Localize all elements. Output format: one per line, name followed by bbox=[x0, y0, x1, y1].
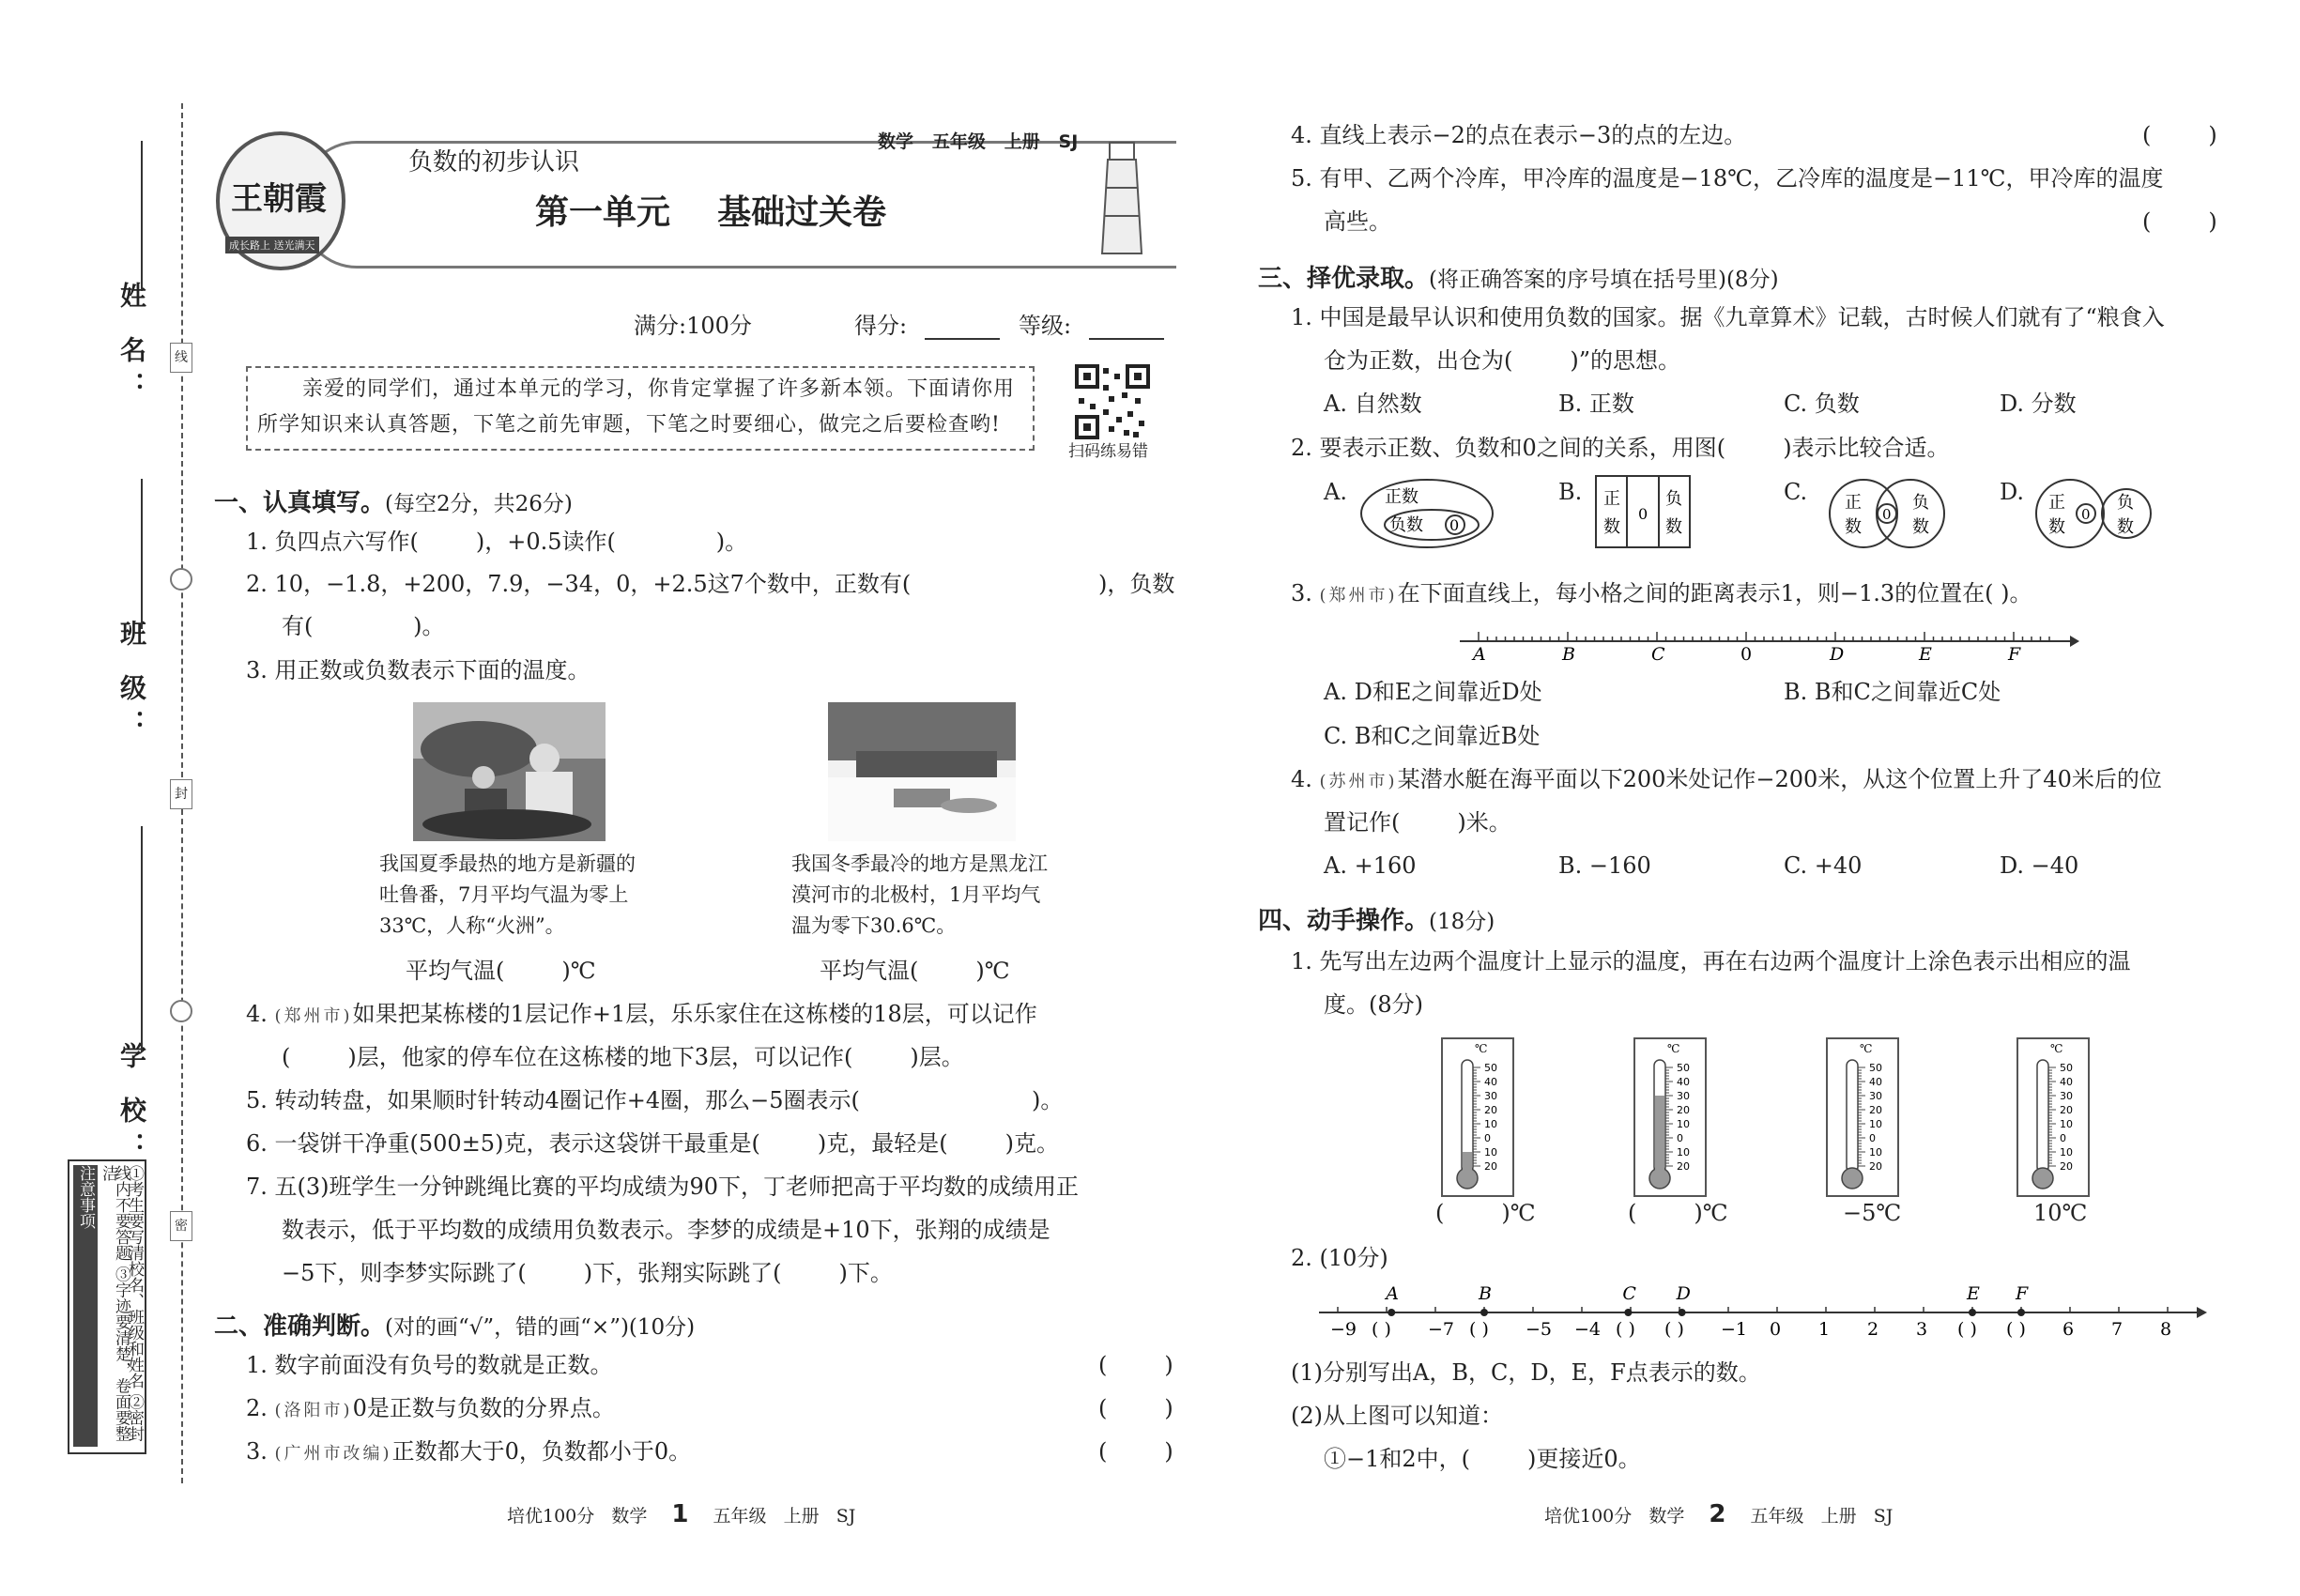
s3-q4-city: (苏州市) bbox=[1319, 772, 1398, 791]
s3-q4-b: 置记作( )米。 bbox=[1324, 809, 1511, 836]
thermo-scale-label: 10 bbox=[1484, 1146, 1497, 1159]
seal-mark-line: 线 bbox=[170, 343, 192, 373]
avg-temp-1: 平均气温( )℃ bbox=[406, 958, 596, 984]
s2-q2-answer[interactable]: ( ) bbox=[1098, 1395, 1173, 1421]
number-line-q3 bbox=[1460, 615, 2079, 662]
venn-diagram-c bbox=[1817, 474, 1957, 549]
topic: 负数的初步认识 bbox=[408, 148, 580, 176]
section4-title-text: 四、动手操作。 bbox=[1258, 907, 1430, 935]
thermometer-graphic bbox=[2018, 1039, 2088, 1195]
thermo-scale-label: 20 bbox=[1677, 1104, 1690, 1116]
thermo-scale-label: 30 bbox=[1869, 1090, 1882, 1102]
s1-q6: 6. 一袋饼干净重(500±5)克，表示这袋饼干最重是( )克，最轻是( )克。 bbox=[246, 1130, 1059, 1157]
thermometer bbox=[1441, 1037, 1514, 1197]
venn-a-neg-label: 负数 bbox=[1389, 515, 1423, 535]
s1-q7-b: 数表示，低于平均数的成绩用负数表示。李梦的成绩是+10下，张翔的成绩是 bbox=[282, 1217, 1050, 1243]
lighthouse-illustration bbox=[1080, 131, 1164, 263]
school-label: 学 校： bbox=[116, 1042, 147, 1168]
tick-label: −7 bbox=[1428, 1319, 1455, 1340]
venn-a-zero-label: 0 bbox=[1449, 516, 1460, 534]
thermo-scale-label: 30 bbox=[2060, 1090, 2073, 1102]
section1-note: (每空2分，共26分) bbox=[385, 492, 573, 516]
thermometer-reading: −5℃ bbox=[1843, 1200, 1902, 1226]
thermo-scale-label: 10 bbox=[1869, 1118, 1882, 1130]
block-b-fu: 负 bbox=[1665, 489, 1682, 509]
thermo-fill bbox=[1463, 1152, 1472, 1173]
thermo-bulb bbox=[1842, 1168, 1863, 1189]
tick-label: ( ) bbox=[1664, 1319, 1684, 1340]
thermo-fill bbox=[1655, 1096, 1664, 1173]
s3-q2-opt-c[interactable]: C. bbox=[1784, 479, 1808, 505]
seal-mark-seal: 封 bbox=[170, 779, 192, 809]
thermo-scale-label: 10 bbox=[1869, 1146, 1882, 1159]
qr-code-icon[interactable] bbox=[1075, 364, 1150, 439]
s3-q3-opt-c[interactable]: C. B和C之间靠近B处 bbox=[1324, 723, 1541, 749]
footer-right-prefix: 培优100分 数学 bbox=[1544, 1506, 1685, 1527]
thermometer-reading[interactable]: ( )℃ bbox=[1435, 1200, 1536, 1226]
thermo-scale-label: 20 bbox=[1869, 1160, 1882, 1173]
s3-q4-a: 4. (苏州市)某潜水艇在海平面以下200米处记作−200米，从这个位置上升了40米后的位 bbox=[1291, 766, 2162, 792]
thermo-scale-label: 0 bbox=[1869, 1132, 1876, 1144]
intro-box bbox=[246, 366, 1035, 451]
class-label: 班 级： bbox=[116, 620, 147, 745]
thermo-scale-label: 50 bbox=[1484, 1062, 1497, 1074]
page-title: 第一单元 基础过关卷 bbox=[535, 193, 887, 232]
thermo-scale-label: 10 bbox=[1484, 1118, 1497, 1130]
s3-q3-opt-b[interactable]: B. B和C之间靠近C处 bbox=[1784, 679, 2001, 705]
photo2-caption: 我国冬季最冷的地方是黑龙江漠河市的北极村，1月平均气温为零下30.6℃。 bbox=[791, 852, 1048, 937]
notes-box bbox=[68, 1159, 146, 1454]
point-label: B bbox=[1479, 1283, 1492, 1304]
section1-title-text: 一、认真填写。 bbox=[214, 489, 386, 517]
venn-c-zero: 0 bbox=[1882, 506, 1892, 523]
point-label: C bbox=[1622, 1283, 1636, 1304]
thermometer[interactable] bbox=[2016, 1037, 2090, 1197]
thermo-unit: ℃ bbox=[1860, 1042, 1873, 1055]
footer-left bbox=[507, 1500, 855, 1528]
tick-label: 1 bbox=[1818, 1319, 1831, 1340]
point-label: E bbox=[1967, 1283, 1980, 1304]
thermometer-reading: 10℃ bbox=[2033, 1200, 2088, 1226]
thermo-scale-label: 0 bbox=[1484, 1132, 1491, 1144]
thermo-scale-label: 10 bbox=[2060, 1146, 2073, 1159]
s2-q4-answer[interactable]: ( ) bbox=[2142, 122, 2217, 148]
s2-q2: 2. (洛阳市)0是正数与负数的分界点。 bbox=[246, 1395, 615, 1421]
block-b-shu1: 数 bbox=[1603, 517, 1620, 537]
s1-q7-a: 7. 五(3)班学生一分钟跳绳比赛的平均成绩为90下，丁老师把高于平均数的成绩用正 bbox=[246, 1174, 1080, 1200]
s3-q4-opt-c[interactable]: C. +40 bbox=[1784, 852, 1863, 879]
thermometer-graphic bbox=[1635, 1039, 1705, 1195]
s4-sub2-1: ①−1和2中，( )更接近0。 bbox=[1324, 1446, 1641, 1472]
brand-name: 王朝霞 bbox=[231, 180, 327, 218]
venn-d-fu: 负 bbox=[2117, 493, 2134, 513]
s3-q4-opt-d[interactable]: D. −40 bbox=[2000, 852, 2079, 879]
thermo-scale-label: 30 bbox=[1484, 1090, 1497, 1102]
point-marker bbox=[1388, 1309, 1395, 1316]
s2-q2-city: (洛阳市) bbox=[274, 1401, 353, 1420]
footer-left-prefix: 培优100分 数学 bbox=[507, 1506, 648, 1527]
s2-q3-answer[interactable]: ( ) bbox=[1098, 1438, 1173, 1465]
point-label: A bbox=[1386, 1283, 1399, 1304]
s1-q7-c: −5下，则李梦实际跳了( )下，张翔实际跳了( )下。 bbox=[282, 1260, 893, 1286]
s2-q3-text: 正数都大于0，负数都小于0。 bbox=[391, 1438, 692, 1465]
thermo-scale-label: 10 bbox=[2060, 1118, 2073, 1130]
block-b-zero: 0 bbox=[1638, 505, 1648, 523]
block-b-shu2: 数 bbox=[1665, 517, 1682, 537]
venn-c-shu1: 数 bbox=[1845, 517, 1862, 537]
section3-title-text: 三、择优录取。 bbox=[1258, 265, 1430, 293]
s4-sub1: (1)分别写出A，B，C，D，E，F点表示的数。 bbox=[1291, 1359, 1761, 1386]
tick-label: 0 bbox=[1740, 644, 1753, 662]
venn-c-shu2: 数 bbox=[1912, 517, 1929, 537]
photo-turpan bbox=[413, 702, 606, 841]
grade-label: 等级: bbox=[1019, 313, 1072, 339]
venn-d-zero: 0 bbox=[2081, 506, 2091, 523]
tick-label: B bbox=[1562, 644, 1575, 662]
section3-title bbox=[1258, 259, 1779, 294]
tick-label: −9 bbox=[1330, 1319, 1357, 1340]
tick-label: ( ) bbox=[1616, 1319, 1635, 1340]
s1-q2-b: )，负数 bbox=[1098, 571, 1175, 597]
score-field[interactable] bbox=[925, 338, 1000, 340]
s1-q4-text: 如果把某栋楼的1层记作+1层，乐乐家住在这栋楼的18层，可以记作 bbox=[352, 1001, 1037, 1027]
grade-field[interactable] bbox=[1089, 338, 1164, 340]
point-marker bbox=[2017, 1309, 2025, 1316]
s3-q3-city: (郑州市) bbox=[1319, 586, 1398, 606]
thermo-tube bbox=[2037, 1060, 2048, 1173]
s3-q3: 3. (郑州市)在下面直线上，每小格之间的距离表示1，则−1.3的位置在( )。 bbox=[1291, 580, 2032, 606]
page-number-1: 1 bbox=[671, 1500, 689, 1528]
point-marker bbox=[1969, 1309, 1976, 1316]
s3-q4-text: 某潜水艇在海平面以下200米处记作−200米，从这个位置上升了40米后的位 bbox=[1397, 766, 2162, 792]
s3-q2: 2. 要表示正数、负数和0之间的关系，用图( )表示比较合适。 bbox=[1291, 435, 1950, 461]
s1-q5: 5. 转动转盘，如果顺时针转动4圈记作+4圈，那么−5圈表示( )。 bbox=[246, 1087, 1064, 1113]
tick-label: −4 bbox=[1574, 1319, 1602, 1340]
point-label: D bbox=[1676, 1283, 1691, 1304]
tick-label: 7 bbox=[2111, 1319, 2124, 1340]
s4-q1-a: 1. 先写出左边两个温度计上显示的温度，再在右边两个温度计上涂色表示出相应的温 bbox=[1291, 948, 2131, 974]
thermo-scale-label: 40 bbox=[1484, 1076, 1497, 1088]
thermo-unit: ℃ bbox=[2050, 1042, 2063, 1055]
thermo-scale-label: 0 bbox=[2060, 1132, 2066, 1144]
s3-q1-a: 1. 中国是最早认识和使用负数的国家。据《九章算术》记载，古时候人们就有了“粮食入 bbox=[1291, 304, 2165, 330]
s3-q4-opt-a[interactable]: A. +160 bbox=[1324, 852, 1417, 879]
score-label: 得分: bbox=[854, 313, 908, 339]
s3-q1-opt-b[interactable]: B. 正数 bbox=[1558, 391, 1634, 417]
venn-d-shu1: 数 bbox=[2048, 517, 2065, 537]
s4-sub2: (2)从上图可以知道： bbox=[1291, 1403, 1503, 1429]
axis-arrow bbox=[2197, 1307, 2207, 1318]
tick-label: ( ) bbox=[1372, 1319, 1391, 1340]
s3-q3-text: 在下面直线上，每小格之间的距离表示1，则−1.3的位置在( )。 bbox=[1397, 580, 2032, 606]
section1-title bbox=[214, 483, 573, 518]
s1-q1: 1. 负四点六写作( )，+0.5读作( )。 bbox=[246, 529, 748, 555]
section4-title bbox=[1258, 901, 1495, 936]
notes-text: ①考生要写清校名、班级和姓名 ②密封线内不要答题 ③字迹要清楚，卷面要整洁 bbox=[99, 1165, 144, 1442]
s1-q4-b: ( )层，他家的停车位在这栋楼的地下3层，可以记作( )层。 bbox=[282, 1044, 964, 1070]
thermo-scale-label: 10 bbox=[1677, 1146, 1690, 1159]
s4-q1-b: 度。(8分) bbox=[1324, 991, 1423, 1018]
s3-q3-opt-a[interactable]: A. D和E之间靠近D处 bbox=[1324, 679, 1542, 705]
s3-q4-opt-b[interactable]: B. −160 bbox=[1558, 852, 1651, 879]
footer-right bbox=[1544, 1500, 1893, 1528]
venn-a-pos-label: 正数 bbox=[1385, 487, 1418, 507]
thermometer bbox=[1633, 1037, 1707, 1197]
block-diagram-b bbox=[1591, 474, 1694, 549]
s3-q1-b: 仓为正数，出仓为( )”的思想。 bbox=[1324, 347, 1681, 374]
section3-note: (将正确答案的序号填在括号里)(8分) bbox=[1429, 268, 1779, 292]
tick-label: 6 bbox=[2062, 1319, 2075, 1340]
point-marker bbox=[1480, 1309, 1488, 1316]
footer-right-suffix: 五年级 上册 SJ bbox=[1750, 1506, 1894, 1527]
binding-hole bbox=[170, 568, 192, 591]
thermo-unit: ℃ bbox=[1667, 1042, 1680, 1055]
thermo-scale-label: 50 bbox=[1677, 1062, 1690, 1074]
thermometer-reading[interactable]: ( )℃ bbox=[1628, 1200, 1728, 1226]
thermo-tube bbox=[1847, 1060, 1858, 1173]
thermo-unit: ℃ bbox=[1475, 1042, 1488, 1055]
brand-slogan: 成长路上 送光满天 bbox=[225, 237, 319, 253]
notes-title: 注意事项 bbox=[73, 1165, 98, 1447]
section2-title-text: 二、准确判断。 bbox=[214, 1312, 386, 1341]
section4-note: (18分) bbox=[1429, 910, 1495, 934]
s1-q4-city: (郑州市) bbox=[274, 1006, 353, 1026]
thermometer[interactable] bbox=[1826, 1037, 1899, 1197]
s2-q5-answer[interactable]: ( ) bbox=[2142, 208, 2217, 235]
thermo-scale-label: 40 bbox=[2060, 1076, 2073, 1088]
s3-q1-opt-c[interactable]: C. 负数 bbox=[1784, 391, 1860, 417]
subject-meta: 数学 五年级 上册 SJ bbox=[878, 131, 1079, 152]
s3-q1-opt-d[interactable]: D. 分数 bbox=[2000, 391, 2077, 417]
s3-q2-opt-d[interactable]: D. bbox=[2000, 479, 2025, 505]
venn-diagram-d bbox=[2028, 474, 2159, 549]
s2-q1-answer[interactable]: ( ) bbox=[1098, 1352, 1173, 1378]
s1-q4-a: 4. (郑州市)如果把某栋楼的1层记作+1层，乐乐家住在这栋楼的18层，可以记作 bbox=[246, 1001, 1037, 1027]
venn-diagram-a bbox=[1357, 474, 1497, 549]
point-marker bbox=[1624, 1309, 1632, 1316]
qr-caption: 扫码练易错 bbox=[1068, 442, 1148, 461]
thermo-scale-label: 0 bbox=[1677, 1132, 1683, 1144]
tick-label: ( ) bbox=[1957, 1319, 1977, 1340]
tick-label: 8 bbox=[2160, 1319, 2172, 1340]
thermo-scale-label: 20 bbox=[2060, 1104, 2073, 1116]
thermo-scale-label: 20 bbox=[1869, 1104, 1882, 1116]
class-field[interactable] bbox=[141, 479, 143, 629]
thermometer-graphic bbox=[1828, 1039, 1897, 1195]
section2-title bbox=[214, 1307, 695, 1342]
venn-d-shu2: 数 bbox=[2117, 517, 2134, 537]
tick-label: 3 bbox=[1916, 1319, 1928, 1340]
s2-q5-b: 高些。 bbox=[1324, 208, 1391, 235]
s3-q1-opt-a[interactable]: A. 自然数 bbox=[1324, 391, 1422, 417]
tick-label: F bbox=[2008, 644, 2021, 662]
thermo-scale-label: 30 bbox=[1677, 1090, 1690, 1102]
s1-q2-a: 2. 10，−1.8，+200，7.9，−34，0，+2.5这7个数中，正数有( bbox=[246, 571, 912, 597]
footer-left-suffix: 五年级 上册 SJ bbox=[713, 1506, 856, 1527]
s2-q1: 1. 数字前面没有负号的数就是正数。 bbox=[246, 1352, 613, 1378]
thermo-scale-label: 50 bbox=[1869, 1062, 1882, 1074]
s1-q3: 3. 用正数或负数表示下面的温度。 bbox=[246, 657, 590, 683]
avg-temp-2: 平均气温( )℃ bbox=[820, 958, 1010, 984]
block-b-zheng: 正 bbox=[1603, 489, 1620, 509]
s2-q3-city: (广州市改编) bbox=[274, 1444, 392, 1464]
thermo-scale-label: 20 bbox=[2060, 1160, 2073, 1173]
name-label: 姓 名： bbox=[116, 282, 147, 407]
thermo-scale-label: 40 bbox=[1677, 1076, 1690, 1088]
section2-note: (对的画“√”，错的画“×”)(10分) bbox=[385, 1315, 696, 1340]
thermo-scale-label: 20 bbox=[1484, 1160, 1497, 1173]
thermo-scale-label: 20 bbox=[1677, 1160, 1690, 1173]
s3-q2-opt-a[interactable]: A. bbox=[1324, 479, 1347, 505]
number-line-q2 bbox=[1319, 1277, 2211, 1343]
s2-q5-a: 5. 有甲、乙两个冷库，甲冷库的温度是−18℃，乙冷库的温度是−11℃，甲冷库的温度 bbox=[1291, 165, 2164, 192]
tick-label: −1 bbox=[1721, 1319, 1748, 1340]
intro-text: 亲爱的同学们，通过本单元的学习，你肯定掌握了许多新本领。下面请你用所学知识来认真答题，下笔之前先审题，下笔之时要细心，做完之后要检查哟! bbox=[257, 377, 1016, 437]
thermo-scale-label: 20 bbox=[1484, 1104, 1497, 1116]
name-field[interactable] bbox=[141, 141, 143, 291]
photo-beiji-village bbox=[828, 702, 1016, 841]
venn-c-fu: 负 bbox=[1912, 493, 1929, 513]
tick-label: 2 bbox=[1867, 1319, 1879, 1340]
s2-q3: 3. (广州市改编)正数都大于0，负数都小于0。 bbox=[246, 1438, 692, 1465]
tick-label: E bbox=[1919, 644, 1932, 662]
s1-q2-c: 有( )。 bbox=[282, 613, 445, 639]
thermo-scale-label: 40 bbox=[1869, 1076, 1882, 1088]
thermo-scale-label: 50 bbox=[2060, 1062, 2073, 1074]
page-number-2: 2 bbox=[1709, 1500, 1726, 1528]
seal-mark-secret: 密 bbox=[170, 1211, 192, 1241]
tick-label: ( ) bbox=[1469, 1319, 1489, 1340]
photo1-caption: 我国夏季最热的地方是新疆的吐鲁番，7月平均气温为零上33℃，人称“火洲”。 bbox=[379, 852, 636, 937]
tick-label: ( ) bbox=[2006, 1319, 2026, 1340]
brand-logo bbox=[216, 131, 345, 270]
point-label: F bbox=[2016, 1283, 2029, 1304]
axis-arrow bbox=[2070, 636, 2079, 647]
thermometer-graphic bbox=[1443, 1039, 1512, 1195]
tick-label: −5 bbox=[1526, 1319, 1553, 1340]
tick-label: A bbox=[1473, 644, 1486, 662]
binding-hole bbox=[170, 1000, 192, 1022]
school-field[interactable] bbox=[141, 826, 143, 1051]
full-score: 满分:100分 bbox=[634, 313, 752, 339]
thermo-bulb bbox=[2032, 1168, 2053, 1189]
tick-label: D bbox=[1830, 644, 1845, 662]
venn-c-zheng: 正 bbox=[1845, 493, 1862, 513]
point-marker bbox=[1679, 1309, 1686, 1316]
tick-label: 0 bbox=[1770, 1319, 1782, 1340]
thermo-scale-label: 10 bbox=[1677, 1118, 1690, 1130]
s2-q4: 4. 直线上表示−2的点在表示−3的点的左边。 bbox=[1291, 122, 1747, 148]
s4-q2: 2. (10分) bbox=[1291, 1245, 1388, 1271]
venn-d-zheng: 正 bbox=[2048, 493, 2065, 513]
s3-q2-opt-b[interactable]: B. bbox=[1558, 479, 1583, 505]
tick-label: C bbox=[1651, 644, 1665, 662]
s2-q2-text: 0是正数与负数的分界点。 bbox=[352, 1395, 615, 1421]
